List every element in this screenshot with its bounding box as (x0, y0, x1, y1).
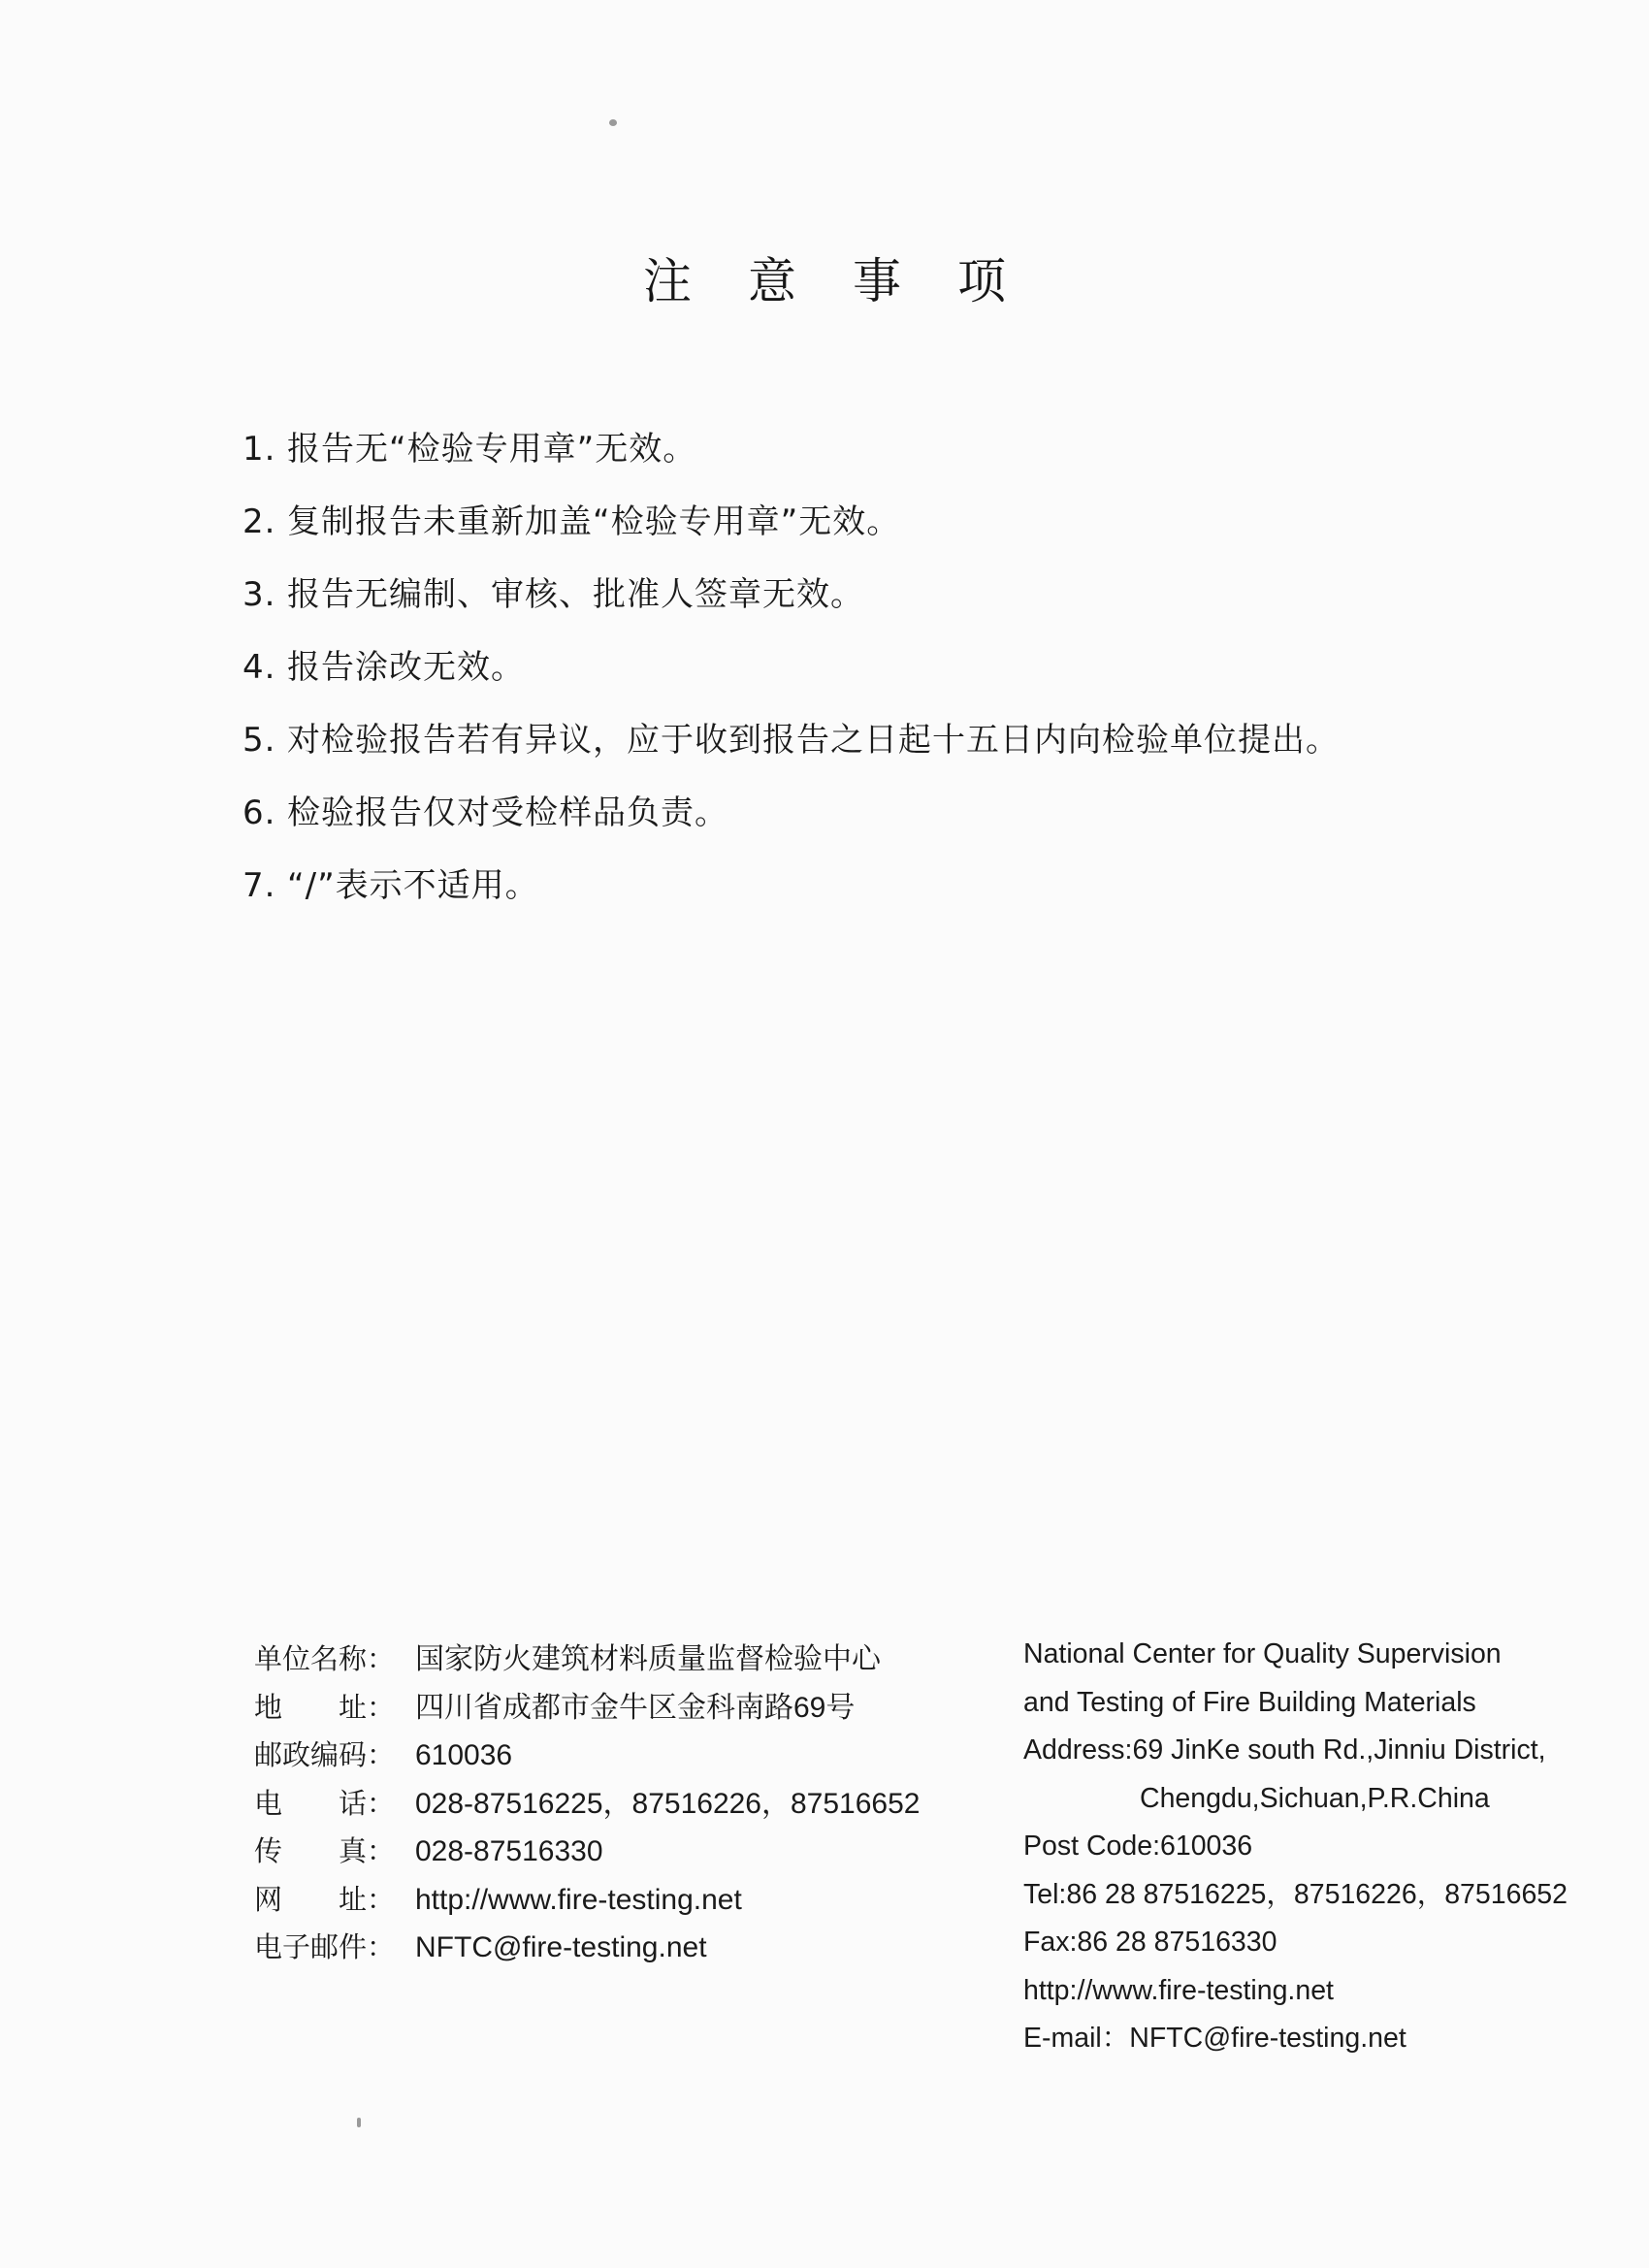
note-number: 3. (242, 575, 276, 614)
contact-line-org-name-2: and Testing of Fire Building Materials (1023, 1686, 1476, 1718)
contact-row-website (254, 1876, 1011, 1925)
contact-label: 网 址： (254, 1882, 396, 1916)
contact-line-org-name-1: National Center for Quality Supervision (1023, 1638, 1502, 1669)
contact-line-website: http://www.fire-testing.net (1023, 1974, 1334, 2006)
contact-row-phone (254, 1780, 1011, 1829)
note-number: 5. (242, 721, 276, 760)
contact-value: 国家防火建筑材料质量监督检验中心 (415, 1643, 881, 1675)
scan-speck (357, 2118, 361, 2127)
contact-info-chinese (254, 1636, 1011, 1972)
note-number: 1. (242, 430, 276, 469)
note-item (242, 637, 1504, 710)
note-number: 7. (242, 866, 276, 905)
note-text: 复制报告未重新加盖“检验专用章”无效。 (287, 502, 901, 541)
contact-row-org-name (254, 1636, 1011, 1684)
note-item (242, 565, 1504, 637)
contact-line-fax: Fax:86 28 87516330 (1023, 1927, 1277, 1958)
contact-line-postcode: Post Code:610036 (1023, 1831, 1253, 1862)
contact-value: 四川省成都市金牛区金科南路69号 (415, 1691, 856, 1724)
contact-line-address-1: Address:69 JinKe south Rd.,Jinniu District, (1023, 1734, 1546, 1766)
note-text: 检验报告仅对受检样品负责。 (287, 794, 728, 832)
contact-row-postcode (254, 1732, 1011, 1780)
contact-label: 电子邮件： (254, 1930, 396, 1963)
note-item (242, 783, 1504, 856)
note-text: “/”表示不适用。 (287, 866, 539, 905)
contact-row-address (254, 1684, 1011, 1733)
contact-value: http://www.fire-testing.net (415, 1883, 742, 1916)
note-item (242, 419, 1504, 492)
note-number: 6. (242, 794, 276, 832)
scan-speck (609, 119, 617, 126)
note-text: 报告无“检验专用章”无效。 (287, 430, 697, 469)
contact-value: 028-87516330 (415, 1835, 603, 1867)
contact-label: 电 话： (254, 1786, 396, 1820)
note-item (242, 710, 1504, 783)
contact-info-english (1023, 1631, 1625, 2063)
note-text: 对检验报告若有异议，应于收到报告之日起十五日内向检验单位提出。 (287, 721, 1340, 760)
contact-value: NFTC@fire-testing.net (415, 1931, 707, 1963)
note-item (242, 492, 1504, 565)
contact-label: 地 址： (254, 1690, 396, 1724)
note-text: 报告无编制、审核、批准人签章无效。 (287, 575, 864, 614)
contact-line-phone: Tel:86 28 87516225，87516226，87516652 (1023, 1878, 1568, 1910)
contact-label: 传 真： (254, 1834, 396, 1867)
contact-row-email (254, 1924, 1011, 1972)
contact-line-address-2: Chengdu,Sichuan,P.R.China (1140, 1782, 1490, 1814)
contact-value: 028-87516225，87516226，87516652 (415, 1787, 921, 1820)
contact-label: 邮政编码： (254, 1738, 396, 1771)
notes-list (242, 419, 1504, 928)
contact-label: 单位名称： (254, 1642, 396, 1675)
contact-row-fax (254, 1828, 1011, 1876)
note-text: 报告涂改无效。 (287, 648, 525, 687)
note-number: 2. (242, 502, 276, 541)
contact-value: 610036 (415, 1739, 513, 1771)
page-title: 注意事项 (643, 253, 1062, 309)
note-number: 4. (242, 648, 276, 687)
note-item (242, 856, 1504, 928)
contact-line-email: E-mail：NFTC@fire-testing.net (1023, 2023, 1406, 2054)
